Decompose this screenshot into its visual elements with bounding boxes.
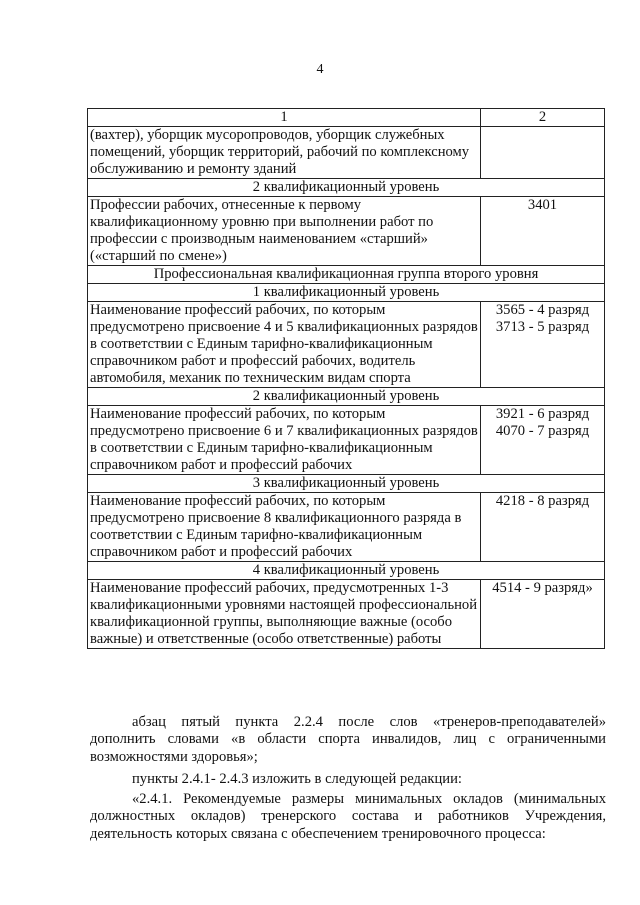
code-cell <box>481 302 605 388</box>
table-row <box>88 302 605 388</box>
profession-description-cell: Профессии рабочих, отнесенные к первому квалификационному уровню при выполнении работ по профессии с производным наименованием «старший» («старший по смене») <box>88 197 481 266</box>
group-heading-row <box>88 179 605 197</box>
code-cell <box>481 580 605 649</box>
paragraph-line: деятельность которых связана с обеспечением тренировочного процесса: <box>90 825 546 842</box>
paragraph-line: возможностями здоровья»; <box>90 748 258 765</box>
code-cell <box>481 197 605 266</box>
profession-description-cell: (вахтер), уборщик мусоропроводов, уборщик служебных помещений, уборщик территорий, рабочий по комплексному обслуживанию и ремонту зданий <box>88 127 481 179</box>
column-header-2: 2 <box>481 109 605 127</box>
group-heading-row <box>88 475 605 493</box>
paragraph-amendment-2-2-4 <box>90 714 606 766</box>
group-heading-row <box>88 388 605 406</box>
column-header-1: 1 <box>88 109 481 127</box>
table-row <box>88 197 605 266</box>
group-heading: 3 квалификационный уровень <box>88 475 605 493</box>
code-cell <box>481 493 605 562</box>
code-cell <box>481 127 605 179</box>
paragraph-line: абзац пятый пункта 2.2.4 после слов «тренеров-преподавателей» <box>132 714 606 730</box>
code-value: 4070 - 7 разряд <box>495 423 590 439</box>
code-value: 4514 - 9 разряд» <box>492 580 593 596</box>
code-value: 3713 - 5 разряд <box>495 319 590 335</box>
group-heading: 2 квалификационный уровень <box>88 388 605 406</box>
table-header-row <box>88 109 605 127</box>
table-row <box>88 580 605 649</box>
table-row <box>88 493 605 562</box>
table-row <box>88 406 605 475</box>
paragraph-line: дополнить словами «в области спорта инвалидов, лиц с ограниченными <box>90 731 606 748</box>
qualification-table <box>87 108 605 649</box>
paragraph-amendment-2-4 <box>90 771 606 788</box>
group-heading-row <box>88 562 605 580</box>
group-heading-row <box>88 284 605 302</box>
group-heading: 4 квалификационный уровень <box>88 562 605 580</box>
paragraph-line: должностных окладов) тренерского состава и работников Учреждения, <box>90 808 606 825</box>
group-heading: 1 квалификационный уровень <box>88 284 605 302</box>
code-value: 3401 <box>527 197 558 213</box>
profession-description-cell: Наименование профессий рабочих, по которым предусмотрено присвоение 4 и 5 квалификационных разрядов в соответствии с Единым тарифно-квалификационным справочником работ и профессий рабочих, водитель автомобиля, механик по техническим видам спорта <box>88 302 481 388</box>
code-cell <box>481 406 605 475</box>
group-heading: 2 квалификационный уровень <box>88 179 605 197</box>
paragraph-line: пункты 2.4.1- 2.4.3 изложить в следующей редакции: <box>132 771 462 787</box>
code-value: 4218 - 8 разряд <box>495 493 590 509</box>
profession-description-cell: Наименование профессий рабочих, по которым предусмотрено присвоение 8 квалификационного разряда в соответствии с Единым тарифно-квалификационным справочником работ и профессий рабочих <box>88 493 481 562</box>
profession-description-cell: Наименование профессий рабочих, по которым предусмотрено присвоение 6 и 7 квалификационных разрядов в соответствии с Единым тарифно-квалификационным справочником работ и профессий рабочих <box>88 406 481 475</box>
code-value: 3921 - 6 разряд <box>495 406 590 422</box>
profession-description-cell: Наименование профессий рабочих, предусмотренных 1-3 квалификационными уровнями настоящей профессиональной квалификационной группы, выполняющие важные (особо важные) и ответственные (особо ответственные) работы <box>88 580 481 649</box>
page-number: 4 <box>316 62 324 77</box>
table-row <box>88 127 605 179</box>
code-value: 3565 - 4 разряд <box>495 302 590 318</box>
group-heading: Профессиональная квалификационная группа второго уровня <box>88 266 605 284</box>
group-heading-row <box>88 266 605 284</box>
paragraph-line: «2.4.1. Рекомендуемые размеры минимальных окладов (минимальных <box>132 791 606 807</box>
paragraph-2-4-1 <box>90 791 606 843</box>
